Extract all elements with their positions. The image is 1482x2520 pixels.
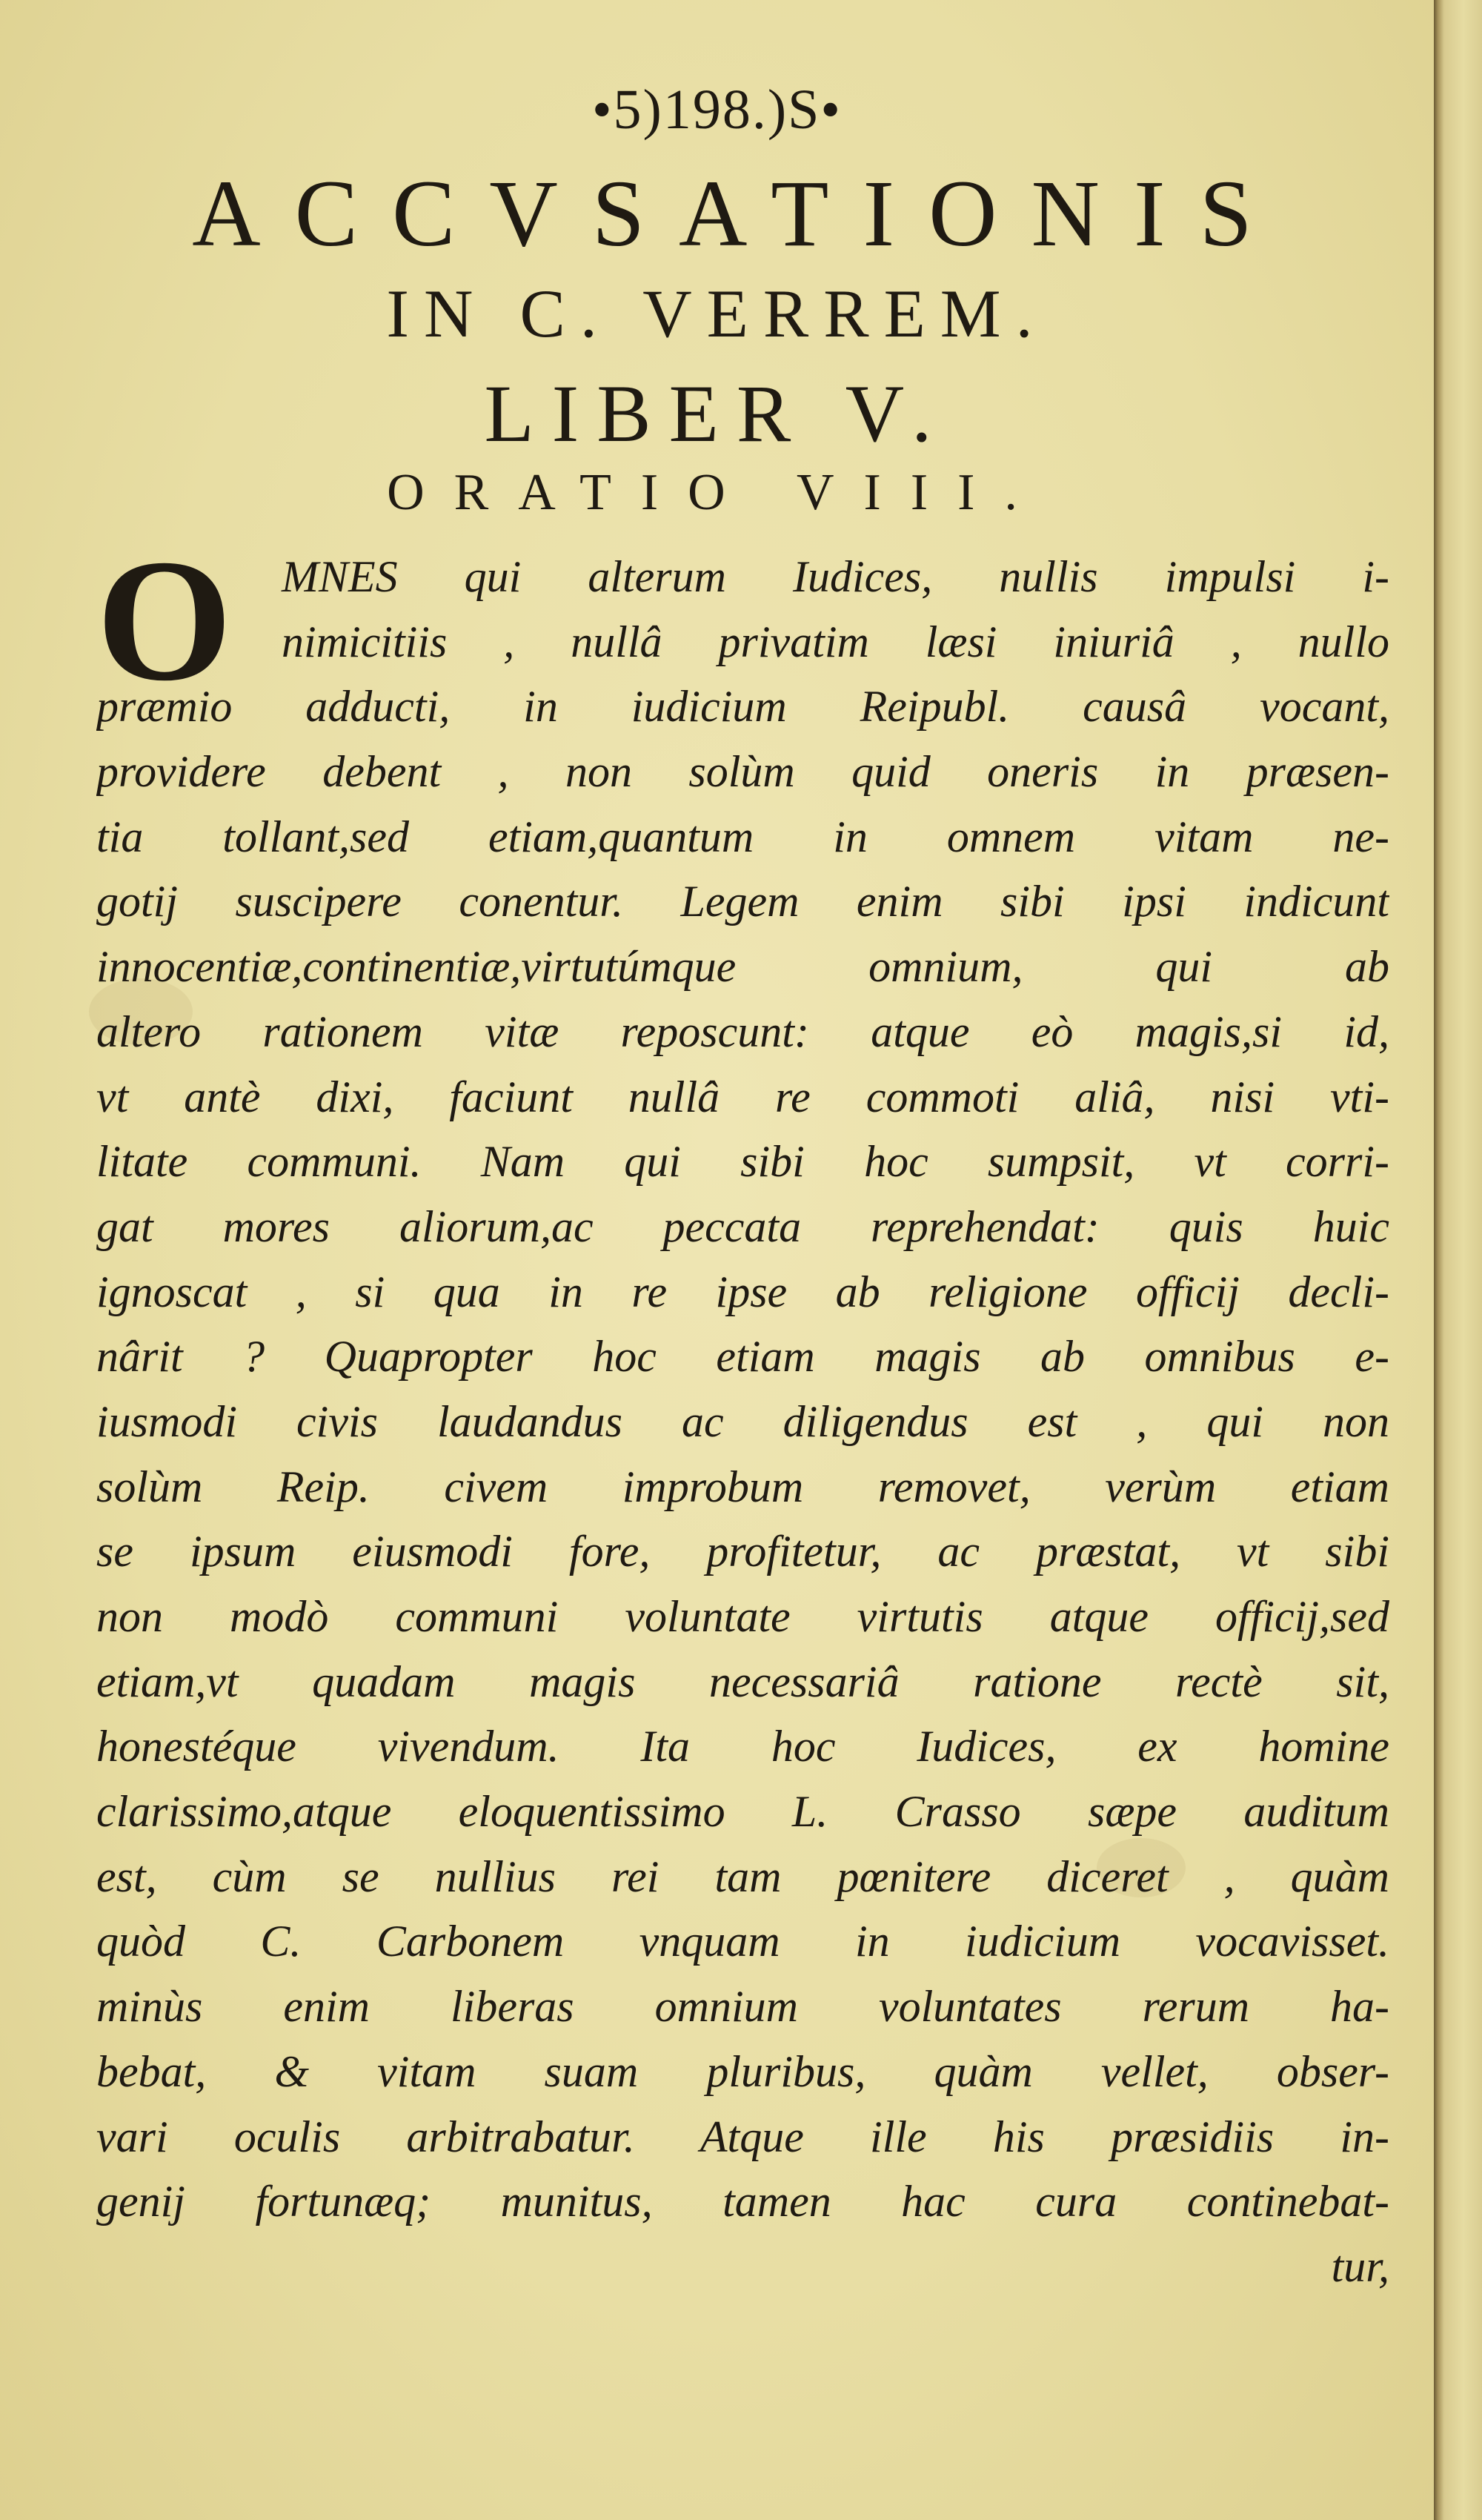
drop-cap: O (96, 524, 233, 717)
heading-accusationis: ACCVSATIONIS (192, 161, 1286, 266)
text-line: bebat, & vitam suam pluribus, quàm vellet, obser- (96, 2046, 1389, 2096)
text-line: innocentiæ,continentiæ,virtutúmque omnium, qui ab (96, 942, 1389, 992)
text-line: præmio adducti, in iudicium Reipubl. causâ vocant, (96, 682, 1389, 732)
text-line: tia tollant,sed etiam,quantum in omnem vitam ne- (96, 812, 1389, 861)
text-line: minùs enim liberas omnium voluntates rerum ha- (96, 1982, 1389, 2032)
text-line: iusmodi civis laudandus ac diligendus est , qui non (96, 1396, 1389, 1446)
text-line: litate communi. Nam qui sibi hoc sumpsit, vt corri- (96, 1137, 1389, 1187)
text-line: non modò communi voluntate virtutis atque officij,sed (96, 1592, 1389, 1641)
text-line: MNES qui alterum Iudices, nullis impulsi i- (282, 552, 1389, 601)
text-line: gat mores aliorum,ac peccata reprehendat: quis huic (96, 1201, 1389, 1251)
text-line: altero rationem vitæ reposcunt: atque eò magis,si id, (96, 1007, 1389, 1056)
text-line: clarissimo,atque eloquentissimo L. Crasso sæpe auditum (96, 1787, 1389, 1837)
text-line: honestéque vivendum. Ita hoc Iudices, ex homine (96, 1722, 1389, 1771)
text-line: providere debent , non solùm quid oneris in præsen- (96, 747, 1389, 797)
heading-oratio: ORATIO VIII. (387, 464, 1047, 521)
text-line: gotij suscipere conentur. Legem enim sibi ipsi indicunt (96, 877, 1389, 926)
heading-in-c-verrem: IN C. VERREM. (386, 276, 1048, 351)
text-line: ignoscat , si qua in re ipse ab religione officij decli- (96, 1267, 1389, 1316)
text-line: nimicitiis , nullâ privatim læsi iniuriâ , nullo (282, 617, 1389, 666)
text-line: est, cùm se nullius rei tam pœnitere diceret , quàm (96, 1851, 1389, 1901)
text-line: solùm Reip. civem improbum removet, verùm etiam (96, 1462, 1389, 1511)
page-edge (1434, 0, 1482, 2520)
text-line: vari oculis arbitrabatur. Atque ille his præsidiis in- (96, 2112, 1389, 2161)
page-number: •5)198.)S• (591, 79, 843, 141)
text-line: vt antè dixi, faciunt nullâ re commoti aliâ, nisi vti- (96, 1072, 1389, 1121)
text-line: etiam,vt quadam magis necessariâ ratione rectè sit, (96, 1657, 1389, 1706)
heading-liber: LIBER V. (484, 368, 950, 459)
text-line: nârit ? Quapropter hoc etiam magis ab omnibus e- (96, 1332, 1389, 1382)
oration-text (96, 545, 1389, 2300)
text-line: quòd C. Carbonem vnquam in iudicium vocavisset. (96, 1917, 1389, 1966)
text-line: genij fortunæq; munitus, tamen hac cura continebat- (96, 2177, 1389, 2226)
catchword: tur, (1331, 2241, 1389, 2291)
text-line: se ipsum eiusmodi fore, profitetur, ac præstat, vt sibi (96, 1527, 1389, 1576)
